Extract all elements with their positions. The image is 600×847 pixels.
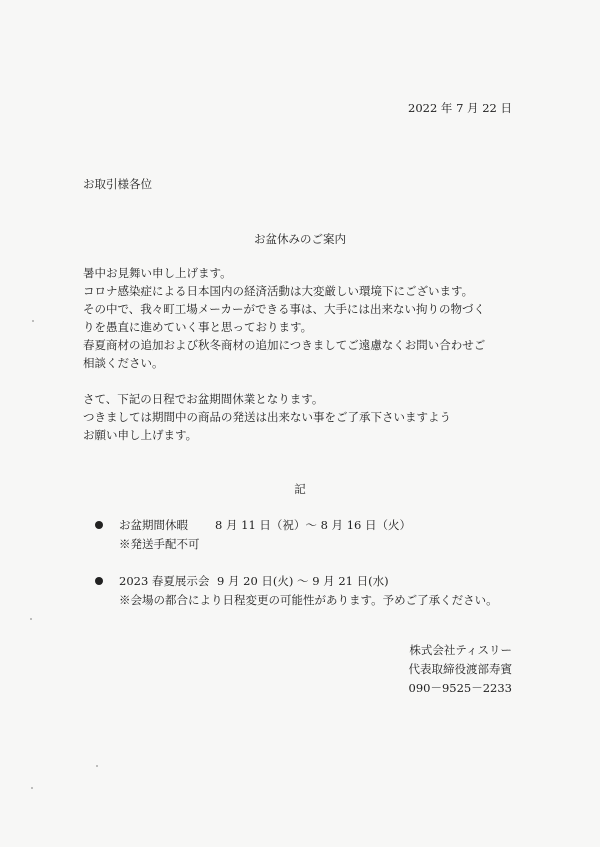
ki-heading: 記: [294, 482, 306, 496]
letter-date: 2022 年 7 月 22 日: [408, 101, 512, 115]
scan-speck: [32, 320, 34, 322]
paragraph-line: その中で、我々町工場メーカーができる事は、大手には出来ない拘りの物づく: [83, 302, 486, 316]
signature-company: 株式会社ティスリー: [409, 643, 512, 657]
signature-phone: 090－9525－2233: [408, 681, 512, 695]
item-label: お盆期間休暇: [119, 518, 188, 532]
bullet-icon: [95, 577, 103, 585]
paragraph-line: さて、下記の日程でお盆期間休業となります。: [83, 392, 324, 406]
paragraph-line: 暑中お見舞い申し上げます。: [83, 266, 232, 280]
paragraph-line: 相談ください。: [83, 356, 164, 370]
paragraph-line: お願い申し上げます。: [83, 428, 198, 442]
signature-representative: 代表取締役渡部寿賓: [408, 662, 512, 676]
bullet-icon: [95, 521, 103, 529]
item-range: 9 月 20 日(火) ～ 9 月 21 日(水): [217, 574, 389, 588]
item-note: ※発送手配不可: [119, 537, 200, 551]
item-range: 8 月 11 日（祝）～ 8 月 16 日（火）: [215, 518, 411, 532]
scan-speck: [30, 618, 32, 620]
paragraph-line: 春夏商材の追加および秋冬商材の追加につきましてご遠慮なくお問い合わせご: [83, 338, 486, 352]
item-label: 2023 春夏展示会: [119, 574, 210, 588]
letter-title: お盆休みのご案内: [254, 232, 346, 246]
paragraph-line: りを愚直に進めていく事と思っております。: [83, 320, 313, 334]
item-note: ※会場の都合により日程変更の可能性があります。予めご了承ください。: [119, 593, 498, 607]
addressee: お取引様各位: [83, 177, 152, 191]
scan-speck: [96, 765, 98, 767]
scan-speck: [31, 787, 33, 789]
paragraph-line: コロナ感染症による日本国内の経済活動は大変厳しい環境下にございます。: [83, 284, 474, 298]
paragraph-line: つきましては期間中の商品の発送は出来ない事をご了承下さいますよう: [83, 410, 451, 424]
